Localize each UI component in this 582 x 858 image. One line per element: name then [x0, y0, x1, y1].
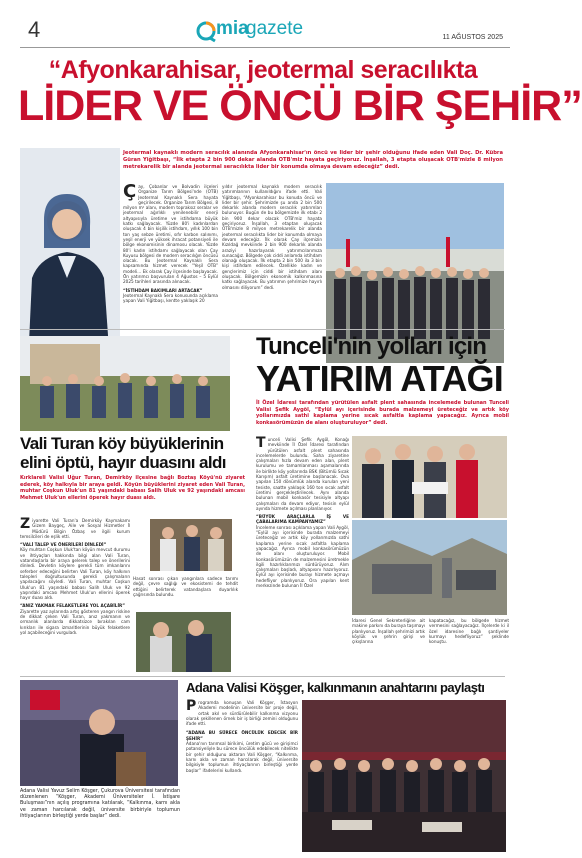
- col2-text: İdaresi Genel Sekreterliğine ait makine parkını da buraya taşımayı planlıyoruz. İnşallah şehrimizi artık köylük ve şehrin girişi ve çıkışlarına: [352, 618, 425, 645]
- hand-kiss-scene-icon: [136, 612, 231, 672]
- headline-line1: “Afyonkarahisar, jeotermal seracılıkta: [48, 56, 478, 84]
- issue-date: 11 AĞUSTOS 2025: [442, 34, 503, 41]
- col1-body: unceli Valisi Şefik Aygöl, Konağı mevkiinde İl Özel İdaresi tarafından yürütülen asfalt plent sahasında incelemelerde bulundu. Saha ziyaretine çalışmaları hızla devam eden alan, plent kurulumu ve tamamlanması aşamalarında ile birlikte köy yollarında BSK (Bitümlü Sıcak Karışım) asfalt üretimine başlanacak. Ova yapılan 150 dönümlük alanda kurulan yeni tesiste, saatte yaklaşık 160 ton sıcak asfalt üretimi gerçekleştirilecek. Aynı alanda bulunan mobil konkasör tesisiyle altyapı çalışmaları da devam ediyor, tesisin eylül ayında hizmete açılması planlanıyor.: [256, 437, 349, 511]
- story-tunceli: [252, 334, 525, 674]
- photo-caption: Adana Valisi Yavuz Selim Köşger, Çukurova Üniversitesi tarafından düzenlenen “Köşger, Akademi Üniversiteler İ. İstişare Buluşması”nın açılış programına katılarak, “Kalkınma, karnı akla ve zaman harcılarak değil, üniversite birbiriyle toplumun ihtiyaçlarının birleştiği yerde başlar” dedi.: [20, 789, 180, 819]
- portrait-figure-icon: [20, 148, 120, 364]
- story-adana: [0, 678, 525, 858]
- headline: Adana Valisi Köşger, kalkınmanın anahtarını paylaştı: [186, 680, 485, 695]
- subhead: “İSTİHDAM BAKIMLARI ARTACAK”: [123, 287, 203, 293]
- headline-line1: Vali Turan köy büyüklerinin: [20, 434, 224, 453]
- governor-speaking-photo: [20, 680, 178, 786]
- dropcap: Z: [20, 516, 31, 532]
- col3-text: kapatacağız, bu bölgede hizmet vermesini sağlayacağız. İlçelerde ki il özel idaresine bağlı şantiyeler kurmayı hedefliyoruz” şeklinde konuştu.: [429, 618, 509, 645]
- subhead: “ADANA BU SÜRECE ÖNCÜLÜK EDECEK BİR ŞEHİR”: [186, 730, 298, 741]
- story-afyon: [0, 52, 582, 332]
- subhead: “BÜYÜK ARAÇLARLA İŞ VE ÇABALARIMA KAMPANYAMIZ”: [256, 514, 349, 525]
- col1-text: [186, 700, 298, 855]
- speaker-scene-icon: [20, 680, 178, 786]
- logo: [196, 18, 336, 44]
- village-visit-photo: [20, 336, 230, 431]
- subhead: “VALİ TALEP VE ÖNERİLERİ DİNLEDİ”: [20, 542, 107, 548]
- col1-body: rogramda konuşan Vali Köşger, İstasyon Akademi modelinin üniversite bir proje değil, ortak akıl ve sürdürülebilir kalkınma vizyonu olarak şekillenen örnek bir iş birliği zemini olduğunu ifade etti.: [186, 700, 298, 727]
- asphalt-inspection-photo: [352, 436, 507, 518]
- plant-scene-icon: [352, 520, 507, 615]
- dropcap: T: [256, 435, 266, 451]
- logo-mia: mia: [216, 18, 249, 39]
- col1-body-b: Köy muhtarı Coşkun Uluk'tan köyün mevcut durumu ve ihtiyaçları hakkında bilgi alan Vali Turan, vatandaşlarla bir araya gelerek talep ve önerilerini dinledi. Devletin köylere gerekli tüm imkanlarını seferber edeceğini belirten Vali Turan, köy halkının talepleri doğrultusunda gerekli çalışmaların yapılacağını söyledi. Vali Turan, muhtar Coşkun Uluk'un 81 yaşındaki babası Salih Uluk ve 92 yaşındaki amcası Mehmet Uluk'un ellerini öperek hayır duası aldı.: [20, 547, 130, 601]
- col1-body-b: Adana'nın tarımsal birikimi, üretim gücü ve girişimci potansiyeliyle bu sürece öncülük edebilecek nitelikte bir şehir olduğunu aktaran Vali Köşger, “Kalkınma, karnı akla ve zaman harcılarak değil, üniversite bilgisiyle toplumun ihtiyaçlarının birleştiği yerde başlar” ifadelerini kullandı.: [186, 741, 298, 773]
- inspection-scene-icon: [352, 436, 507, 518]
- lead-text: İl Özel İdaresi tarafından yürütülen asfalt plent sahasında incelemede bulunan Tunceli Valisi Şefik Aygöl, “Eylül ayı içerisinde burada malzemeyi üreteceğiz ve artık köy yollarımızda sathi kaplama yerine sıcak asfaltla kaplama yapacağız. Ayrıca mobil konkasörümüzün de alanı oluşturuluyor” dedi.: [256, 400, 509, 426]
- headline-line2: LİDER VE ÖNCÜ BİR ŞEHİR”: [18, 82, 582, 130]
- col1-body: ay, Çobanlar ve Bolvadin ilçeleri Organize Tarım Bölgesi'nde (OTB) Jeotermal Kaynaklı Sera hayata geçirilecek. Organize Tarım Bölgesi, 8 milyon m² alanı, modern topraksız seralar ve jeotermal ağırlıklı yenilenebilir enerji altyapısıyla üretime ve istihdama büyük katkı sağlayacak. Yüzde 80'i kadınlardan oluşacak 4 bin kişilik istihdam, yıllık 100 bin ton yaş sebze üretimi, sıfır karbon salınımı, yeşil enerji ve yüksek ihracat potansiyeli ile bölge ekonomisinin dinamosu olacak. Yüzde 80'i kadın istihdamı sağlayacak olan Çay Kuyusu bölgesi de modern seracılığın öncüsü olacak. Bu Jeotermal Kaynaklı Sera kapsamında hizmet verecek “Yeşil OTB” modeli... Ek olarak Çay ilçesinde başlayacak. Ön yatırımcı başvuruları 4 Ağustos – 5 Eylül 2025 tarihleri arasında alınacak.: [123, 184, 218, 285]
- col2-text: yıldır jeotermal kaynaklı modern seracılık yatırımlarının kullanıldığını ifade etti. Vali Yiğitbaşı, “Afyonkarahisar bu konuda öncü ve lider bir şehir. Şehrimizde şu anda 2 bin 500 dekarlık alanda modern seracılık yatırımları bulunuyor. Bugün de bu bölgemizde ilk etabı 2 bin 900 dekar olacak OTB'miz hayata geçiriyoruz. İnşallah, 3 etaptan oluşacak OTB'mizle 8 milyon metrekarelik bir alanda jeotermal seracılıkta lider bir konumda olmaya devam edeceğiz. İlk olarak Çay ilçemizin Kızıldağ mevkiinde 2 bin 900 dekarlık alanda araziyi hazırlayarak yatırımcılarımıza sunacağız. Bölgede çok ciddi anlamda istihdam olanağı oluşacak. İlk etapta 2 bin 500 ila 3 bin kişi istihdam edilecek. Özellikle kadın ve gençlerimiz için ciddi bir istihdam alanı oluşacak. Bölgemizin ekonomik kalkınmasına katkı sağlayacak. Bu yatırımın şehrimize hayırlı olmasını diliyorum” dedi.: [222, 184, 322, 290]
- elders-scene-icon: [150, 519, 232, 571]
- col1-body: iyarette Vali Turan'a Demirköy Kaymakamı Gizem Baygeç, Aile ve Sosyal Hizmetler İl Müdürü Bilgin Özbaş ve ilgili kurum temsilcileri de eşlik etti.: [20, 518, 130, 539]
- col1-text: [20, 518, 130, 673]
- col1-text: [256, 437, 349, 670]
- conference-scene-icon: [302, 700, 506, 852]
- headline-line2: elini öptü, hayır duasını aldı: [20, 453, 226, 472]
- page-number: 4: [28, 17, 41, 42]
- headline-line1: Tunceli'nin yolları için: [256, 333, 487, 360]
- logo-icon: [196, 20, 216, 42]
- story1-rule: [20, 329, 505, 330]
- lead-text: Jeotermal kaynaklı modern seracılık alanında Afyonkarahisar'ın öncü ve lider bir şehir olduğunu ifade eden Vali Doç. Dr. Kübra Güran Yiğitbaşı, “İlk etapta 2 bin 900 dekar alanda OTB'miz hayata geçiriyoruz. İnşallah, 3 etapta oluşacak OTB'mizle 8 milyon metrekarelik bir alanda jeotermal seracılıkta lider bir konumda olmaya devam edeceğiz” dedi.: [123, 150, 503, 170]
- conference-hall-photo: [302, 700, 506, 852]
- vali-portrait-photo: [20, 148, 120, 364]
- col1-body-b: İnceleme sonrası açıklama yapan Vali Aygöl, “Eylül ayı içerisinde burada malzemeyi üreteceğiz ve artık köy yollarımızda sathi kaplama yerine sıcak asfaltla kaplama yapacağız. Ayrıca mobil konkasörümüzün de alanı oluşturuluyor. Mobil konkasörümüzün de malzemesini üretmekle ilgili hazırlıklarımızı sürdürüyoruz. Alım çalışmaları başladı, altyapısını hazırlıyoruz. Eylül ayı içerisinde burayı hizmete açmayı hedefliyor planlıyoruz. Ora yapılan kent merkezinde bulunan İl Özel: [256, 524, 349, 589]
- col1-body-b: Jeotermal Kaynaklı Sera konusunda açıklama yapan Vali Yiğitbaşı, kentte yaklaşık 20: [123, 292, 218, 304]
- headline-line2: YATIRIM ATAĞI: [256, 358, 503, 399]
- hand-kiss-photo: [136, 612, 231, 672]
- col1-body-c: Ziyarette yaz aylarında artış gösteren yangın riskine de dikkat çeken Vali Turan, anız yakmanın ve ormanlık alanlarda dikkatsizce bırakılan cam kırıkları ile sigara izmaritlerinin büyük felaketlere yol açabileceğini vurguladı.: [20, 608, 130, 635]
- story-kirklareli: [0, 334, 252, 674]
- header-rule: [20, 47, 510, 48]
- village-scene-icon: [20, 336, 230, 431]
- asphalt-plant-photo: [352, 520, 507, 615]
- story-divider: [20, 676, 505, 677]
- col2-text: Hasat sonrası çıkan yangınlara sadece tarımı değil, çevre sağlığı ve ekosistemi de tehdit ettiğini belirterek vatandaşlara duyarlılık çağrısında bulundu.: [133, 576, 238, 597]
- elders-photo: [150, 519, 232, 571]
- dropcap: P: [186, 698, 197, 714]
- lead-text: Kırklareli Valisi Uğur Turan, Demirköy ilçesine bağlı Boztaş Köyü'nü ziyaret ederek, köy halkıyla bir araya geldi. Köyün büyüklerini ziyaret eden Vali Turan, muhtar Coşkun Uluk'un 81 yaşındaki babası Salih Uluk ve 92 yaşındaki amcası Mehmet Uluk'un ellerini öperek hayır duası aldı.: [20, 475, 245, 501]
- page-header: [0, 0, 525, 52]
- logo-gazete: gazete: [246, 18, 304, 39]
- dropcap: Ç: [123, 181, 137, 202]
- subhead-2: “ANIZ YAKMAK FELAKETLERE YOL AÇABİLİR”: [20, 603, 125, 609]
